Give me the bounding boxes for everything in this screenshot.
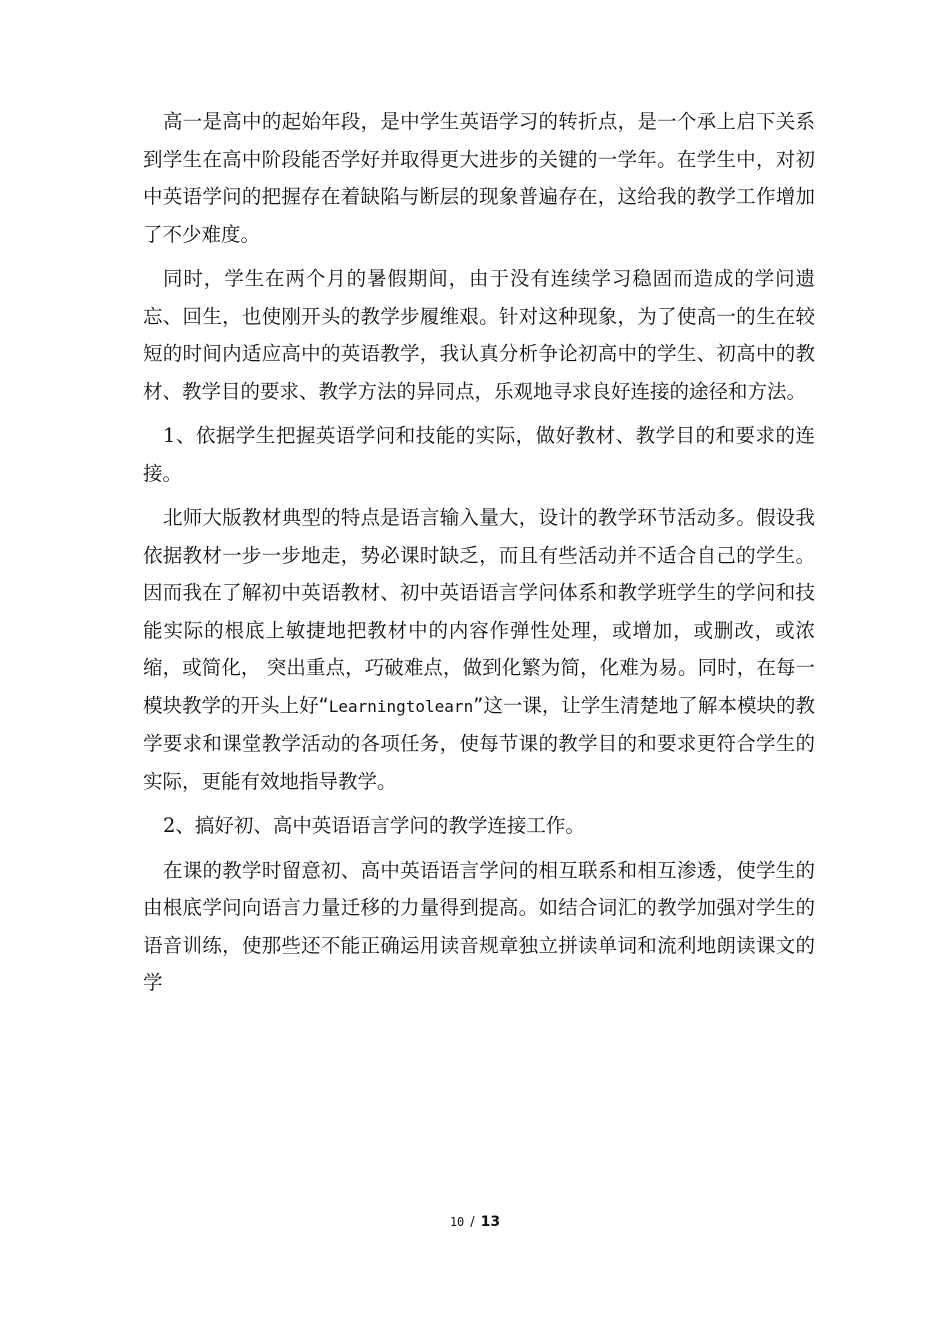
paragraph-text: ”这一课，让学生清楚地了解本模块的教学要求和课堂教学活动的各项任务，使每节课的教学目的和要求更符合学生的实际，更能有效地指导教学。 [143,693,815,793]
paragraph-intro: 高一是高中的起始年段，是中学生英语学习的转折点，是一个承上启下关系到学生在高中阶段能否学好并取得更大进步的关键的一学年。在学生中，对初中英语学问的把握存在着缺陷与断层的现象普遍存在，这给我的教学工作增加了不少难度。 [143,110,815,246]
english-phrase: Learningtolearn [328,696,474,716]
paragraph-textbook [143,499,815,800]
page-separator: / [470,1215,475,1230]
section-number: 2 [163,814,176,837]
paragraph-vocabulary: 在课的教学时留意初、高中英语语言学问的相互联系和相互渗透，使学生的由根底学问向语言力量迁移的力量得到提高。如结合词汇的教学加强对学生的语音训练，使那些还不能正确运用读音规章独立拼读单词和流利地朗读课文的学 [143,858,815,994]
paragraph-summer-gap: 同时，学生在两个月的暑假期间，由于没有连续学习稳固而造成的学问遗忘、回生，也使刚开头的教学步履维艰。针对这种现象，为了使高一的生在较短的时间内适应高中的英语教学，我认真分析争论初高中的学生、初高中的教材、教学目的要求、教学方法的异同点，乐观地寻求良好连接的途径和方法。 [143,267,815,403]
document-body [143,103,815,1009]
page-indicator [0,1214,950,1230]
section-heading-text: 、搞好初、高中英语语言学问的教学连接工作。 [175,814,585,837]
current-page-number: 10 [449,1215,465,1229]
section-number: 1 [163,424,176,447]
section-heading-text: 、依据学生把握英语学问和技能的实际，做好教材、教学目的和要求的连接。 [143,424,815,485]
section-heading-2 [143,807,815,845]
paragraph-text: 北师大版教材典型的特点是语言输入量大，设计的教学环节活动多。假设我依据教材一步一步地走，势必课时缺乏，而且有些活动并不适合自己的学生。因而我在了解初中英语教材、初中英语语言学问体系和教学班学生的学问和技能实际的根底上敏捷地把教材中的内容作弹性处理，或增加，或删改，或浓缩，或简化， 突出重点，巧破难点，做到化繁为简，化难为易。同时，在每一模块教学的开头上好“ [143,506,815,717]
section-heading-1 [143,417,815,492]
total-page-count: 13 [480,1214,501,1230]
